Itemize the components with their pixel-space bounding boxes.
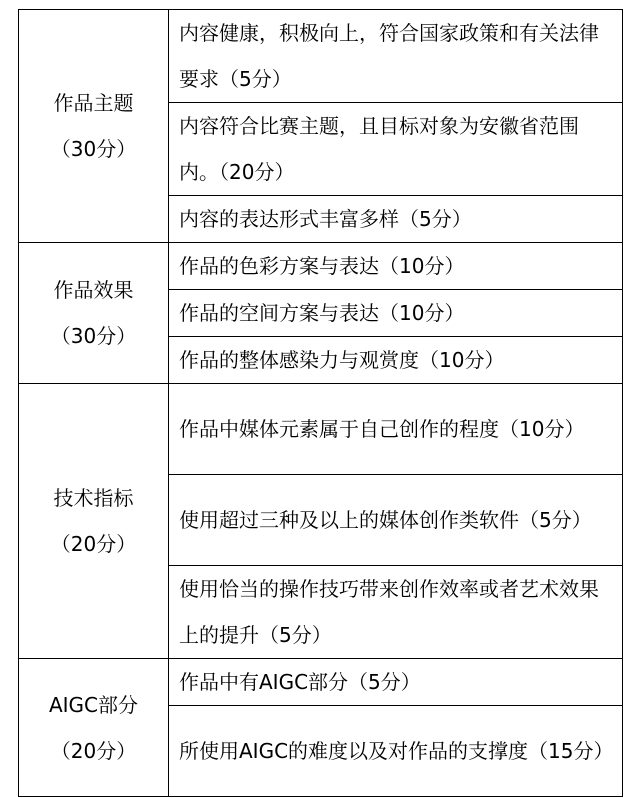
category-cell-technical (19, 384, 169, 659)
criterion-cell: 作品的色彩方案与表达（10分） (169, 243, 623, 290)
criterion-cell: 使用恰当的操作技巧带来创作效率或者艺术效果上的提升（5分） (169, 566, 623, 659)
criterion-cell: 内容符合比赛主题，且目标对象为安徽省范围内。（20分） (169, 103, 623, 196)
criterion-cell: 内容健康，积极向上，符合国家政策和有关法律要求（5分） (169, 10, 623, 103)
table-row (19, 10, 623, 103)
category-cell-effect (19, 243, 169, 384)
criterion-cell: 内容的表达形式丰富多样（5分） (169, 196, 623, 243)
criterion-cell: 作品的整体感染力与观赏度（10分） (169, 337, 623, 384)
category-cell-theme (19, 10, 169, 243)
table-row (19, 243, 623, 290)
criterion-cell: 使用超过三种及以上的媒体创作类软件（5分） (169, 475, 623, 566)
criterion-cell: 作品的空间方案与表达（10分） (169, 290, 623, 337)
category-score: （30分） (50, 137, 137, 161)
category-score: （30分） (50, 324, 137, 348)
category-name: 技术指标 (53, 486, 134, 510)
category-score: （20分） (50, 532, 137, 556)
category-score: （20分） (50, 738, 137, 763)
category-name: 作品主题 (53, 91, 134, 115)
criterion-cell: 作品中媒体元素属于自己创作的程度（10分） (169, 384, 623, 475)
category-cell-aigc (19, 659, 169, 797)
table-row (19, 659, 623, 706)
scoring-rubric-table (18, 9, 623, 797)
category-name: 作品效果 (53, 278, 134, 302)
category-name: AIGC部分 (48, 692, 139, 717)
criterion-cell: 所使用AIGC的难度以及对作品的支撑度（15分） (169, 706, 623, 797)
criterion-cell: 作品中有AIGC部分（5分） (169, 659, 623, 706)
table-row (19, 384, 623, 475)
